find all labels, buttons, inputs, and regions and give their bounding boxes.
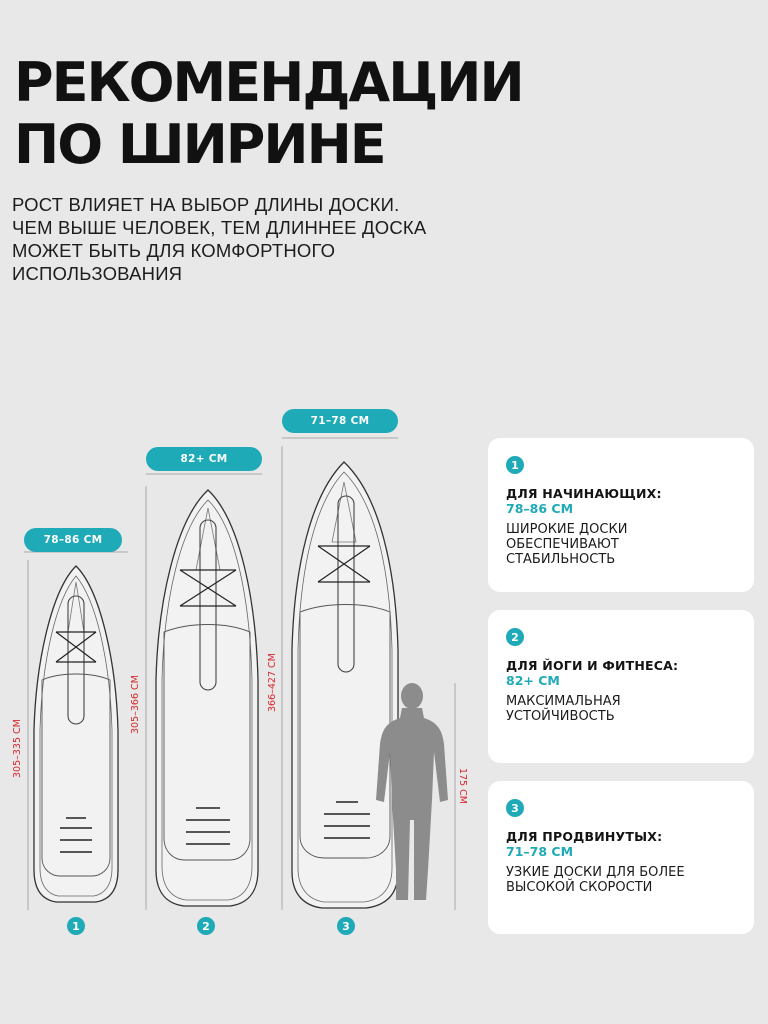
boards-drawing	[0, 400, 480, 960]
page-title	[14, 52, 754, 176]
card-3-desc-line-1: УЗКИЕ ДОСКИ ДЛЯ БОЛЕЕ	[506, 865, 685, 880]
board-3-length-label: 366–427 СМ	[267, 653, 278, 712]
title-line-1: РЕКОМЕНДАЦИИ	[14, 51, 523, 114]
card-3-width: 71–78 СМ	[506, 844, 574, 859]
card-yoga-fitness	[488, 610, 754, 763]
card-3-desc-line-2: ВЫСОКОЙ СКОРОСТИ	[506, 880, 653, 895]
board-3-number-badge: 3	[337, 917, 355, 935]
card-3-description	[506, 865, 736, 895]
board-1	[34, 566, 118, 902]
card-2-number-badge: 2	[506, 628, 524, 646]
subtitle-line-2: ЧЕМ ВЫШЕ ЧЕЛОВЕК, ТЕМ ДЛИННЕЕ ДОСКА	[12, 217, 427, 238]
card-1-width: 78–86 СМ	[506, 501, 574, 516]
person-height-label: 175 СМ	[457, 768, 468, 804]
card-2-title: ДЛЯ ЙОГИ И ФИТНЕСА:	[506, 658, 679, 673]
card-2-desc-line-1: МАКСИМАЛЬНАЯ	[506, 694, 621, 709]
card-1-number-badge: 1	[506, 456, 524, 474]
card-1-desc-line-1: ШИРОКИЕ ДОСКИ	[506, 522, 628, 537]
board-2-width-pill: 82+ СМ	[146, 447, 262, 471]
card-2-description	[506, 694, 736, 724]
board-1-number-badge: 1	[67, 917, 85, 935]
card-advanced	[488, 781, 754, 934]
card-1-description	[506, 522, 736, 567]
page-subtitle	[12, 193, 572, 285]
card-3-title: ДЛЯ ПРОДВИНУТЫХ:	[506, 829, 663, 844]
card-2-width: 82+ СМ	[506, 673, 560, 688]
subtitle-line-4: ИСПОЛЬЗОВАНИЯ	[12, 263, 183, 284]
board-2	[156, 490, 258, 906]
boards-illustration	[0, 400, 480, 960]
card-2-desc-line-2: УСТОЙЧИВОСТЬ	[506, 709, 615, 724]
title-line-2: ПО ШИРИНЕ	[14, 113, 385, 176]
board-2-number-badge: 2	[197, 917, 215, 935]
subtitle-line-1: РОСТ ВЛИЯЕТ НА ВЫБОР ДЛИНЫ ДОСКИ.	[12, 194, 400, 215]
board-1-width-pill: 78–86 СМ	[24, 528, 122, 552]
board-3-width-pill: 71–78 СМ	[282, 409, 398, 433]
board-2-length-label: 305–366 СМ	[130, 675, 141, 734]
board-3	[292, 462, 398, 908]
card-beginners	[488, 438, 754, 592]
card-1-desc-line-2: ОБЕСПЕЧИВАЮТ	[506, 537, 619, 552]
board-1-length-label: 305–335 СМ	[12, 719, 23, 778]
card-3-number-badge: 3	[506, 799, 524, 817]
card-1-desc-line-3: СТАБИЛЬНОСТЬ	[506, 552, 616, 567]
subtitle-line-3: МОЖЕТ БЫТЬ ДЛЯ КОМФОРТНОГО	[12, 240, 336, 261]
card-1-title: ДЛЯ НАЧИНАЮЩИХ:	[506, 486, 662, 501]
